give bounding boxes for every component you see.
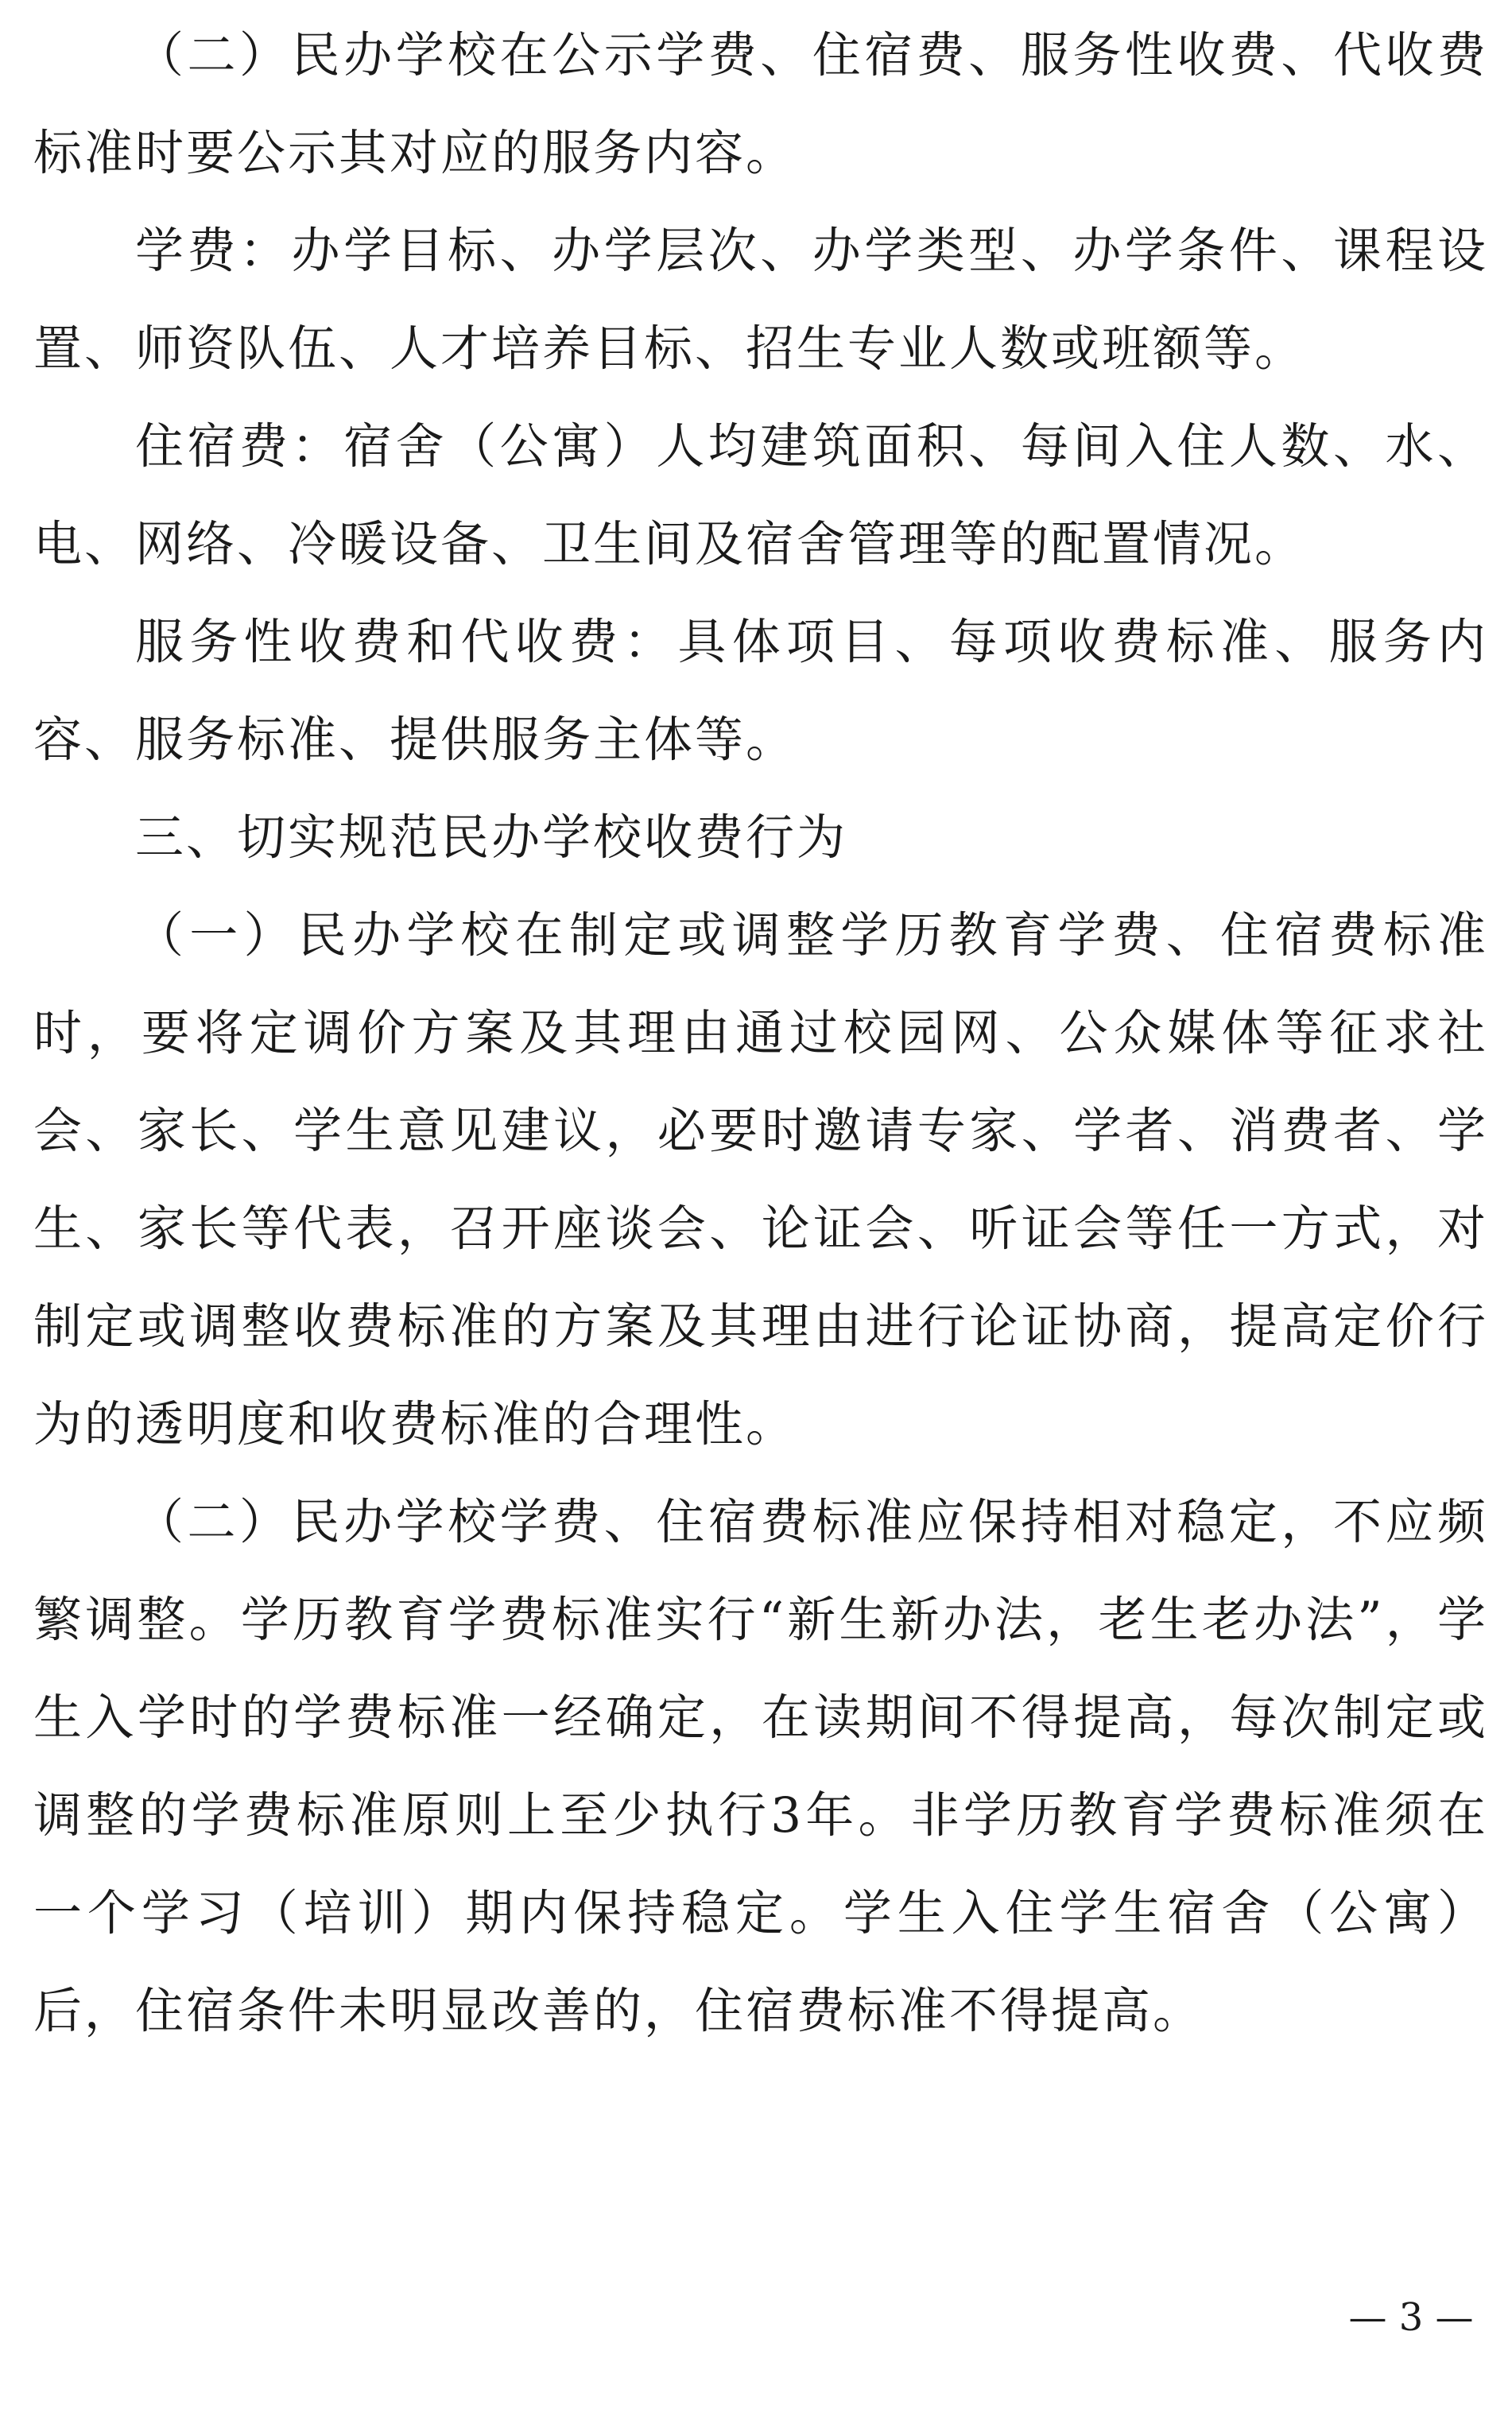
paragraph-tuition: 学费：办学目标、办学层次、办学类型、办学条件、课程设置、师资队伍、人才培养目标、招生专业人数或班额等。 (33, 223, 1488, 377)
paragraph-fee-adjustment-consultation: （一）民办学校在制定或调整学历教育学费、住宿费标准时，要将定调价方案及其理由通过校园网、公众媒体等征求社会、家长、学生意见建议，必要时邀请专家、学者、消费者、学生、家长等代表，召开座谈会、论证会、听证会等任一方式，对制定或调整收费标准的方案及其理由进行论证协商，提高定价行为的透明度和收费标准的合理性。 (33, 907, 1488, 1453)
paragraph-service-content-disclosure: （二）民办学校在公示学费、住宿费、服务性收费、代收费标准时要公示其对应的服务内容。 (33, 27, 1488, 181)
page-number: — 3 — (1348, 2295, 1474, 2340)
paragraph-accommodation-fee: 住宿费：宿舍（公寓）人均建筑面积、每间入住人数、水、电、网络、冷暖设备、卫生间及宿舍管理等的配置情况。 (33, 418, 1488, 572)
paragraph-fee-stability: （二）民办学校学费、住宿费标准应保持相对稳定，不应频繁调整。学历教育学费标准实行“新生新办法，老生老办法”，学生入学时的学费标准一经确定，在读期间不得提高，每次制定或调整的学费标准原则上至少执行3年。非学历教育学费标准须在一个学习（培训）期内保持稳定。学生入住学生宿舍（公寓）后，住宿条件未明显改善的，住宿费标准不得提高。 (33, 1494, 1488, 2039)
paragraph-service-and-agency-fees: 服务性收费和代收费：具体项目、每项收费标准、服务内容、服务标准、提供服务主体等。 (33, 614, 1488, 768)
body-text (33, 6, 1488, 2060)
section-heading-three: 三、切实规范民办学校收费行为 (135, 809, 848, 866)
